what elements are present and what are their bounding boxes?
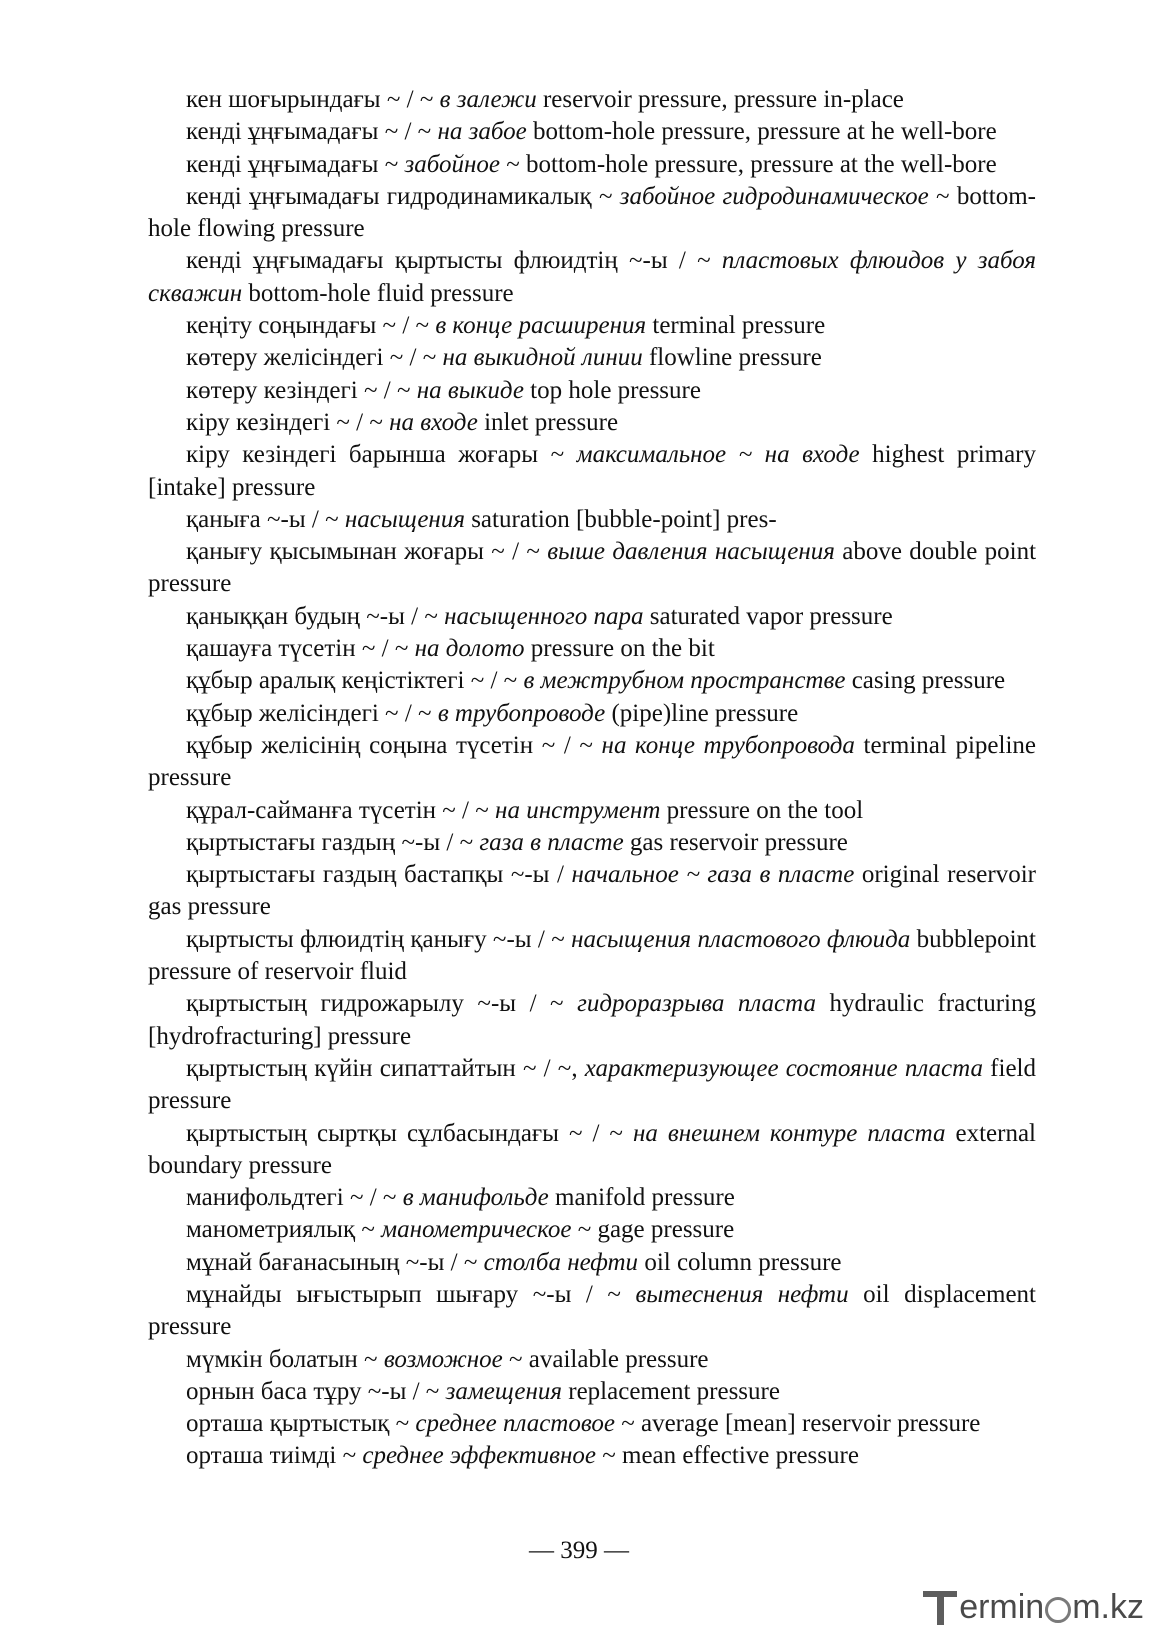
dictionary-entry (148, 633, 1036, 665)
entry-english: terminal pipeline pressure (148, 731, 1036, 792)
entry-russian: в конце расширения (435, 312, 647, 340)
entry-english: ~ bottom-hole flowing pressure (148, 182, 1036, 243)
entry-russian: в межтрубном пространстве (523, 667, 846, 695)
entry-russian: выше давления насыщения (547, 538, 835, 566)
dictionary-entry (148, 149, 1036, 181)
dictionary-entry (148, 116, 1036, 148)
entry-english: ~ mean effective pressure (602, 1442, 859, 1470)
entry-kazakh: көтеру желісіндегі ~ / ~ (186, 344, 437, 372)
entry-kazakh: манометриялық ~ (186, 1216, 375, 1244)
dictionary-entry (148, 504, 1036, 536)
entry-kazakh: кен шоғырындағы ~ / ~ (186, 86, 434, 113)
entry-russian: на входе (389, 408, 478, 436)
entry-russian: столба нефти (483, 1248, 639, 1276)
entry-russian: на инструмент (495, 796, 661, 824)
dictionary-entry (148, 1118, 1036, 1183)
dictionary-entry (148, 536, 1036, 601)
dictionary-entry (148, 827, 1036, 859)
dictionary-entry (148, 795, 1036, 827)
dictionary-entry (148, 601, 1036, 633)
entry-english: external boundary pressure (148, 1119, 1037, 1179)
entry-kazakh: қанығу қысымынан жоғары ~ / ~ (186, 538, 540, 566)
dictionary-entry (148, 1182, 1036, 1214)
entry-kazakh: көтеру кезіндегі ~ / ~ (186, 376, 411, 404)
entry-russian: вытеснения нефти (635, 1280, 849, 1308)
dictionary-entry (148, 1214, 1036, 1246)
entry-english: (pipe)line pressure (611, 699, 799, 727)
entry-russian: на выкидной линии (442, 344, 643, 372)
entry-english: ~ average [mean] reservoir pressure (621, 1410, 981, 1438)
dictionary-entry (148, 407, 1036, 439)
watermark-text-pre: ermin (959, 1587, 1045, 1626)
page-number: — 399 — (529, 1537, 629, 1564)
entry-russian: на конце трубопровода (601, 731, 855, 759)
entry-english: reservoir pressure, pressure in-place (542, 86, 904, 113)
entry-english: original reservoir gas pressure (148, 861, 1036, 921)
entry-english: bottom-hole pressure, pressure at he well-bore (532, 118, 997, 146)
entry-russian: гидроразрыва пласта (577, 990, 817, 1018)
dictionary-entry (148, 439, 1036, 504)
entry-english: field pressure (148, 1054, 1036, 1115)
entry-kazakh: орташа тиімді ~ (186, 1442, 357, 1470)
entry-kazakh: кіру кезіндегі ~ / ~ (186, 408, 383, 436)
dictionary-entry (148, 245, 1036, 310)
entry-english: replacement pressure (568, 1377, 780, 1405)
entry-english: top hole pressure (530, 376, 701, 404)
dictionary-entry (148, 181, 1036, 246)
entry-kazakh: орнын баса тұру ~-ы / ~ (186, 1377, 440, 1405)
dictionary-entry (148, 342, 1036, 374)
entry-english: bubblepoint pressure of reservoir fluid (148, 925, 1036, 986)
dictionary-entry (148, 1408, 1036, 1440)
entry-russian: среднее пластовое (415, 1410, 615, 1438)
entry-russian: начальное ~ газа в пласте (571, 861, 855, 889)
entry-kazakh: қыртыстың гидрожарылу ~-ы / ~ (186, 990, 564, 1018)
entry-kazakh: манифольдтегі ~ / ~ (186, 1184, 397, 1212)
dictionary-entry (148, 1279, 1036, 1344)
entry-kazakh: мүмкін болатын ~ (186, 1345, 378, 1373)
dictionary-entry (148, 84, 1036, 116)
entry-english: above double point pressure (148, 538, 1037, 598)
entry-kazakh: қыртыстың сыртқы сұлбасындағы ~ / ~ (186, 1119, 623, 1147)
entry-kazakh: құрал-сайманға түсетін ~ / ~ (186, 796, 489, 824)
entry-kazakh: құбыр желісіндегі ~ / ~ (186, 699, 432, 727)
entry-kazakh: кенді ұңғымадағы гидродинамикалық ~ (186, 182, 613, 210)
entry-english: ~ bottom-hole pressure, pressure at the well-bore (506, 150, 997, 178)
entry-english: casing pressure (851, 667, 1006, 695)
dictionary-entry (148, 310, 1036, 342)
entry-english: highest primary [intake] pressure (148, 441, 1037, 501)
entry-kazakh: кенді ұңғымадағы ~ / ~ (186, 118, 432, 146)
entry-english: oil displacement pressure (148, 1280, 1036, 1341)
entry-russian: возможное (383, 1345, 503, 1373)
entry-english: pressure on the bit (530, 635, 715, 663)
entry-english: inlet pressure (484, 408, 619, 436)
entry-english: hydraulic fracturing [hydrofracturing] pressure (148, 990, 1037, 1050)
dictionary-entry (148, 924, 1036, 989)
entry-russian: насыщения (344, 505, 465, 533)
watermark-text-post: m.kz (1072, 1587, 1144, 1626)
entry-russian: насыщения пластового флюида (571, 925, 911, 953)
entry-russian: на забое (437, 118, 527, 146)
dictionary-entry (148, 859, 1036, 924)
entry-kazakh: қашауға түсетін ~ / ~ (186, 635, 409, 663)
entry-russian: среднее эффективное (362, 1442, 596, 1470)
entry-english: manifold pressure (555, 1184, 735, 1212)
entry-kazakh: құбыр аралық кеңістіктегі ~ / ~ (186, 667, 518, 695)
entry-russian: на выкиде (416, 376, 524, 404)
entry-kazakh: құбыр желісінің соңына түсетін ~ / ~ (186, 731, 593, 759)
dictionary-entry (148, 1247, 1036, 1279)
entry-russian: на внешнем контуре пласта (632, 1119, 946, 1147)
entry-english: flowline pressure (648, 344, 822, 372)
entry-russian: забойное гидродинамическое (619, 182, 929, 210)
entry-english: gas reservoir pressure (629, 828, 848, 856)
logo-t-glyph (923, 1589, 957, 1625)
entry-russian: в залежи (439, 86, 537, 113)
dictionary-entries (148, 84, 1036, 1473)
entry-russian: манометрическое (381, 1216, 572, 1244)
entry-english: ~ available pressure (508, 1345, 709, 1373)
entry-kazakh: кенді ұңғымадағы ~ (186, 150, 399, 178)
entry-russian: забойное (404, 150, 500, 178)
entry-kazakh: қыртысты флюидтің қанығу ~-ы / ~ (186, 925, 565, 953)
entry-kazakh: кеңіту соңындағы ~ / ~ (186, 312, 430, 340)
entry-kazakh: мұнайды ығыстырып шығару ~-ы / ~ (186, 1280, 621, 1308)
dictionary-entry (148, 375, 1036, 407)
entry-english: oil column pressure (644, 1248, 842, 1276)
entry-kazakh: орташа қыртыстық ~ (186, 1410, 410, 1438)
entry-english: terminal pressure (652, 312, 826, 340)
logo-ring-glyph (1045, 1597, 1071, 1623)
entry-kazakh: қыртыстағы газдың ~-ы / ~ (186, 828, 474, 856)
entry-kazakh: кенді ұңғымадағы қыртысты флюидтің ~-ы / ~ (186, 247, 711, 275)
dictionary-entry (148, 730, 1036, 795)
entry-kazakh: қаныққан будың ~-ы / ~ (186, 602, 438, 630)
entry-english: saturation [bubble-point] pres- (471, 505, 777, 533)
entry-kazakh: қыртыстағы газдың бастапқы ~-ы / (186, 861, 564, 889)
entry-english: bottom-hole fluid pressure (248, 279, 514, 307)
entry-kazakh: мұнай бағанасының ~-ы / ~ (186, 1248, 478, 1276)
termincom-watermark-logo[interactable] (923, 1585, 1144, 1629)
entry-kazakh: қаныға ~-ы / ~ (186, 505, 339, 533)
dictionary-entry (148, 988, 1036, 1053)
entry-russian: характеризующее состояние пласта (584, 1054, 983, 1082)
entry-russian: в трубопроводе (437, 699, 606, 727)
entry-russian: максимальное ~ на входе (576, 441, 860, 469)
entry-russian: в манифольде (402, 1184, 549, 1212)
dictionary-entry (148, 698, 1036, 730)
entry-russian: насыщенного пара (444, 602, 644, 630)
dictionary-entry (148, 1440, 1036, 1472)
entry-english: pressure on the tool (666, 796, 864, 824)
entry-english: saturated vapor pressure (649, 602, 893, 630)
dictionary-entry (148, 1053, 1036, 1118)
entry-russian: на долото (414, 635, 525, 663)
entry-russian: замещения (445, 1377, 563, 1405)
dictionary-entry (148, 1344, 1036, 1376)
entry-english: ~ gage pressure (577, 1216, 735, 1244)
dictionary-entry (148, 665, 1036, 697)
entry-russian: пластовых флюидов у забоя скважин (148, 247, 1036, 307)
entry-kazakh: қыртыстың күйін сипаттайтын ~ / ~, (186, 1054, 578, 1082)
entry-kazakh: кіру кезіндегі барынша жоғары ~ (186, 441, 565, 469)
dictionary-entry (148, 1376, 1036, 1408)
entry-russian: газа в пласте (479, 828, 624, 856)
